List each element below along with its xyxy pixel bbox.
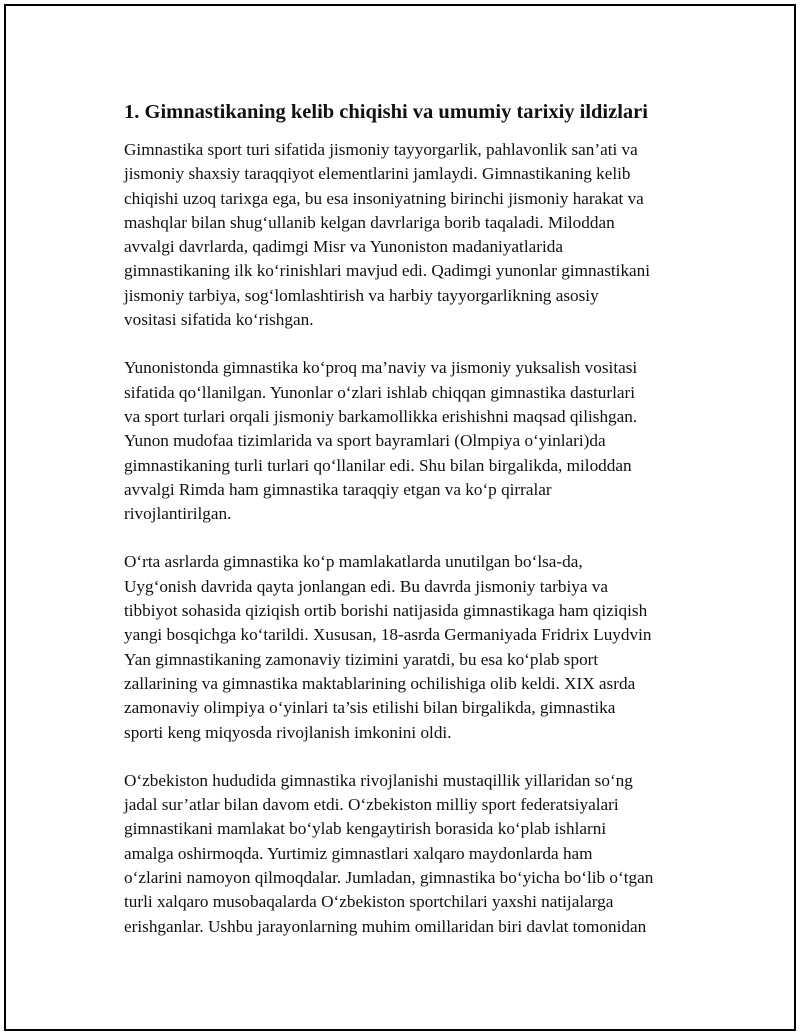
text-line: rivojlantirilgan. [124,504,232,524]
text-line: va sport turlari orqali jismoniy barkamollikka erishishni maqsad qilishgan. [124,406,638,426]
text-line: gimnastikaning turli turlari qo‘llanilar edi. Shu bilan birgalikda, miloddan [124,455,632,475]
text-line: jadal sur’atlar bilan davom etdi. O‘zbekiston milliy sport federatsiyalari [124,795,619,815]
paragraph-2 [124,356,699,526]
text-line: tibbiyot sohasida qiziqish ortib borishi natijasida gimnastikaga ham qiziqish [124,601,648,621]
text-line: amalga oshirmoqda. Yurtimiz gimnastlari xalqaro maydonlarda ham [124,843,593,863]
page-frame [4,4,796,1031]
text-line: O‘rta asrlarda gimnastika ko‘p mamlakatlarda unutilgan bo‘lsa-da, [124,552,583,572]
text-line: o‘zlarini namoyon qilmoqdalar. Jumladan, gimnastika bo‘yicha bo‘lib o‘tgan [124,868,654,888]
paragraph-4 [124,769,699,939]
text-line: turli xalqaro musobaqalarda O‘zbekiston sportchilari yaxshi natijalarga [124,892,614,912]
text-line: jismoniy shaxsiy taraqqiyot elementlarini jamlaydi. Gimnastikaning kelib [124,164,631,184]
text-line: Gimnastika sport turi sifatida jismoniy tayyorgarlik, pahlavonlik san’ati va [124,140,638,159]
text-line: sporti keng miqyosda rivojlanish imkonini oldi. [124,722,452,742]
text-line: yangi bosqichga ko‘tarildi. Xususan, 18-asrda Germaniyada Fridrix Luydvin [124,625,652,645]
text-line: avvalgi davrlarda, qadimgi Misr va Yunoniston madaniyatlarida [124,237,563,257]
text-line: Yunonistonda gimnastika ko‘proq ma’naviy va jismoniy yuksalish vositasi [124,358,638,378]
document-body [124,98,699,963]
text-line: erishganlar. Ushbu jarayonlarning muhim omillaridan biri davlat tomonidan [124,916,647,936]
text-line: mashqlar bilan shug‘ullanib kelgan davrlariga borib taqaladi. Miloddan [124,212,615,232]
text-line: Uyg‘onish davrida qayta jonlangan edi. Bu davrda jismoniy tarbiya va [124,576,608,596]
paragraph-1 [124,138,699,332]
text-line: zallarining va gimnastika maktablarining ochilishiga olib keldi. XIX asrda [124,673,636,693]
text-line: avvalgi Rimda ham gimnastika taraqqiy etgan va ko‘p qirralar [124,479,552,499]
paragraph-3 [124,550,699,744]
section-heading: 1. Gimnastikaning kelib chiqishi va umumiy tarixiy ildizlari [124,101,648,123]
text-line: gimnastikaning ilk ko‘rinishlari mavjud edi. Qadimgi yunonlar gimnastikani [124,261,651,281]
text-line: Yunon mudofaa tizimlarida va sport bayramlari (Olmpiya o‘yinlari)da [124,431,606,451]
text-line: chiqishi uzoq tarixga ega, bu esa insoniyatning birinchi jismoniy harakat va [124,188,644,208]
text-line: gimnastikani mamlakat bo‘ylab kengaytirish borasida ko‘plab ishlarni [124,819,607,839]
text-line: jismoniy tarbiya, sog‘lomlashtirish va harbiy tayyorgarlikning asosiy [124,285,599,305]
text-line: sifatida qo‘llanilgan. Yunonlar o‘zlari ishlab chiqqan gimnastika dasturlari [124,382,636,402]
text-line: Yan gimnastikaning zamonaviy tizimini yaratdi, bu esa ko‘plab sport [124,649,599,669]
text-line: O‘zbekiston hududida gimnastika rivojlanishi mustaqillik yillaridan so‘ng [124,770,633,790]
text-line: zamonaviy olimpiya o‘yinlari ta’sis etilishi bilan birgalikda, gimnastika [124,698,616,718]
text-line: vositasi sifatida ko‘rishgan. [124,310,314,330]
